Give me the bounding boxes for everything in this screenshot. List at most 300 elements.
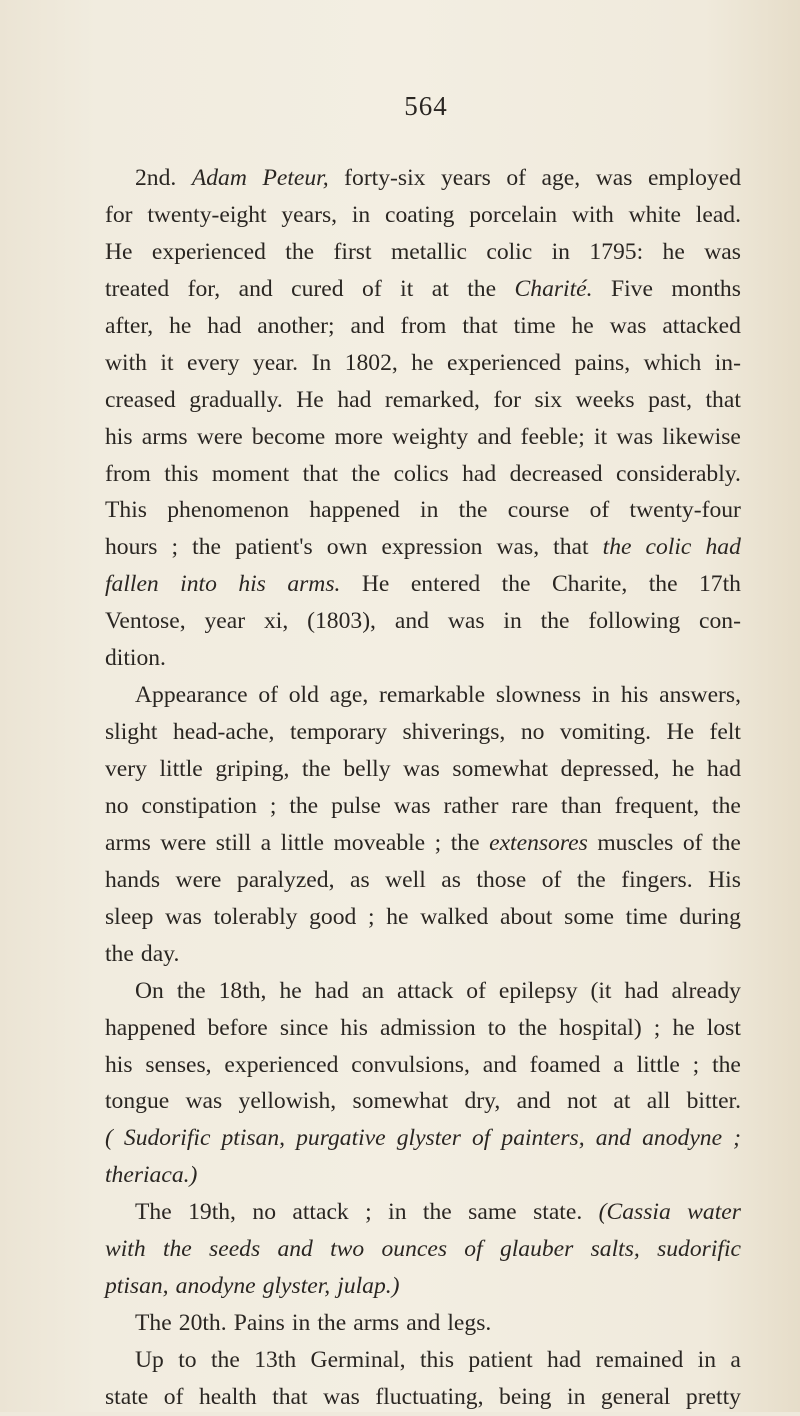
word: lead. <box>695 201 741 228</box>
word: with <box>571 201 614 228</box>
word: Germinal, <box>310 1347 406 1373</box>
word: 2nd. <box>135 165 177 191</box>
word: first <box>333 238 372 265</box>
word: the <box>712 829 741 856</box>
word: his <box>105 1051 133 1078</box>
word: the <box>317 1310 347 1337</box>
word: was <box>403 756 440 782</box>
word: this <box>164 460 199 487</box>
word: than <box>561 792 602 819</box>
word: foamed <box>529 1051 601 1078</box>
word: Peteur, <box>262 165 329 191</box>
word: it <box>594 423 608 450</box>
word: fluctuating, <box>375 1383 484 1410</box>
word: all <box>646 1088 671 1115</box>
word: time <box>625 903 668 930</box>
text-line <box>105 1047 741 1084</box>
word: coating <box>385 201 455 228</box>
word: metallic <box>390 238 467 265</box>
word: same <box>468 1199 517 1226</box>
word: expression <box>381 534 483 561</box>
word: gradually. <box>189 386 283 413</box>
word: of <box>506 165 526 191</box>
word: well <box>385 866 426 893</box>
word: and <box>394 608 429 635</box>
word: entered <box>410 571 481 598</box>
word: age, <box>541 165 581 191</box>
word: still <box>215 829 252 856</box>
word: colics <box>393 460 449 487</box>
word: in <box>420 497 439 524</box>
word: pains, <box>574 349 631 376</box>
word: in <box>591 682 611 709</box>
word: and <box>350 312 385 339</box>
word: glauber <box>499 1236 574 1263</box>
word: arms <box>353 1310 400 1337</box>
word: the <box>648 571 678 598</box>
word: the <box>602 534 632 561</box>
word: past, <box>648 386 692 413</box>
text-line <box>105 1120 741 1157</box>
word: six <box>534 386 563 413</box>
word: years <box>440 165 491 191</box>
word: more <box>334 423 383 450</box>
word: answers, <box>659 682 741 709</box>
word: of <box>682 829 703 856</box>
word: to <box>487 1014 507 1041</box>
word: temporary <box>289 719 387 746</box>
word: ; <box>171 534 179 561</box>
word: that <box>272 1383 308 1410</box>
word: from <box>400 312 447 339</box>
word: experienced <box>224 1051 339 1078</box>
word: ; <box>367 903 375 930</box>
word: he <box>672 1014 695 1041</box>
word: cured <box>291 275 344 302</box>
text-line <box>105 788 741 825</box>
word: and <box>238 275 273 302</box>
word: ( <box>105 1125 113 1152</box>
word: which <box>643 349 702 376</box>
word: admission <box>380 1014 476 1041</box>
word: weeks <box>575 386 635 413</box>
word: the <box>518 1014 548 1041</box>
word: remained <box>595 1347 684 1373</box>
text-line <box>105 456 741 493</box>
word: the <box>285 238 315 265</box>
word: year <box>204 608 246 635</box>
text-line <box>105 308 741 345</box>
word: shiverings, <box>402 719 506 746</box>
word: depressed, <box>560 756 660 782</box>
word: after, <box>105 312 154 339</box>
word: of <box>258 682 279 709</box>
text-line <box>105 936 741 973</box>
word: it <box>160 349 174 376</box>
word: white <box>628 201 681 228</box>
word: that <box>553 534 589 561</box>
word: two <box>330 1236 365 1263</box>
word: the <box>712 792 741 819</box>
word: were <box>175 866 222 893</box>
word: as <box>441 866 461 893</box>
word: lost <box>706 1014 741 1041</box>
word: state <box>105 1383 149 1410</box>
word: On <box>135 977 164 1004</box>
word: Sudorific <box>123 1125 211 1152</box>
word: xi, <box>264 608 289 635</box>
word: he <box>386 903 409 930</box>
word: year. <box>252 349 299 376</box>
text-line <box>105 899 741 936</box>
word: ; <box>692 1051 700 1078</box>
text-line <box>105 714 741 751</box>
word: had <box>624 977 659 1004</box>
word: for, <box>187 275 221 302</box>
word: was <box>323 1383 360 1410</box>
word: and <box>595 1125 632 1152</box>
word: and <box>277 1236 313 1263</box>
word: that <box>705 386 741 413</box>
text-line <box>105 419 741 456</box>
word: tongue <box>105 1088 170 1115</box>
word: salts, <box>590 1236 640 1263</box>
word: course <box>507 497 570 524</box>
word: an <box>361 977 385 1004</box>
word: likewise <box>662 423 741 450</box>
word: Appearance <box>135 682 248 709</box>
word: julap.) <box>337 1273 400 1300</box>
word: sleep <box>105 903 154 930</box>
word: the <box>540 608 570 635</box>
word: rather <box>443 792 499 819</box>
word: years, <box>281 201 338 228</box>
word: somewhat <box>352 1088 449 1115</box>
word: general <box>600 1383 671 1410</box>
text-line <box>105 234 741 271</box>
word: age, <box>329 682 369 709</box>
word: hours <box>105 534 158 561</box>
word: at <box>431 275 449 302</box>
word: experienced <box>447 349 561 376</box>
body-text <box>105 160 741 1416</box>
word: in <box>503 608 522 635</box>
word: paralyzed, <box>236 866 335 893</box>
word: the <box>162 1236 192 1263</box>
word: had <box>314 977 349 1004</box>
word: the <box>289 792 319 819</box>
word: 1795: <box>589 238 644 265</box>
word: patient's <box>235 534 313 561</box>
word: seeds <box>209 1236 261 1263</box>
word: was, <box>496 534 540 561</box>
word: in <box>388 1199 407 1226</box>
word: muscles <box>597 829 674 856</box>
word: bitter. <box>686 1088 741 1115</box>
word: of <box>471 1125 491 1152</box>
word: was <box>616 423 654 450</box>
word: of <box>589 497 610 524</box>
word: Up <box>135 1347 164 1373</box>
word: twenty-eight <box>147 201 267 228</box>
word: treated <box>105 275 170 302</box>
text-line <box>105 566 741 603</box>
word: phenomenon <box>167 497 290 524</box>
word: was <box>393 792 431 819</box>
word: the <box>467 275 497 302</box>
word: ptisan, <box>105 1273 169 1300</box>
word: walked <box>420 903 489 930</box>
word: he <box>571 312 594 339</box>
word: 19th, <box>188 1199 236 1226</box>
word: of <box>163 1383 184 1410</box>
word: little <box>636 1051 680 1078</box>
word: twenty-four <box>629 497 741 524</box>
word: attack <box>396 977 454 1004</box>
word: he <box>279 977 302 1004</box>
word: attack <box>292 1199 349 1226</box>
text-line <box>105 1083 741 1120</box>
word: was <box>609 312 647 339</box>
word: of <box>464 1236 483 1263</box>
word: He <box>666 719 695 746</box>
word: every <box>187 349 240 376</box>
word: employed <box>647 165 741 191</box>
word: dition. <box>105 645 166 672</box>
word: old <box>288 682 319 709</box>
word: ; <box>653 1014 661 1041</box>
word: the <box>351 460 381 487</box>
word: creased <box>105 386 176 413</box>
word: had <box>337 386 372 413</box>
word: attacked <box>662 312 741 339</box>
word: happened <box>309 497 400 524</box>
word: dry, <box>464 1088 501 1115</box>
word: from <box>105 460 151 487</box>
word: felt <box>709 719 741 746</box>
word: the <box>301 756 331 782</box>
word: moment <box>211 460 290 487</box>
word: The <box>135 1310 172 1337</box>
word: griping, <box>215 756 290 782</box>
word: was <box>595 165 633 191</box>
word: The <box>135 1199 172 1226</box>
word: at <box>613 1088 631 1115</box>
word: the <box>712 1051 741 1078</box>
word: of <box>466 977 486 1004</box>
word: in <box>351 201 371 228</box>
word: were <box>160 829 207 856</box>
word: arms. <box>287 571 341 598</box>
word: fallen <box>105 571 159 598</box>
word: the <box>176 977 206 1004</box>
word: the <box>192 534 221 561</box>
text-line <box>105 1157 741 1194</box>
word: he <box>169 312 192 339</box>
word: belly <box>343 756 391 782</box>
text-line <box>105 1268 741 1305</box>
word: anodyne <box>175 1273 256 1300</box>
word: had <box>462 460 497 487</box>
text-line <box>105 271 741 308</box>
word: feeble; <box>520 423 585 450</box>
word: painters, <box>501 1125 585 1152</box>
word: purgative <box>296 1125 386 1152</box>
word: good <box>309 903 357 930</box>
word: con- <box>699 608 741 635</box>
word: become <box>251 423 326 450</box>
text-line <box>105 862 741 899</box>
text-line <box>105 1010 741 1047</box>
word: a <box>730 1347 741 1373</box>
word: arms <box>105 829 151 856</box>
word: He <box>296 386 324 413</box>
word: during <box>679 903 741 930</box>
word: slowness <box>495 682 582 709</box>
word: was <box>447 608 485 635</box>
word: those <box>476 866 527 893</box>
word: for <box>105 201 133 228</box>
word: this <box>419 1347 455 1373</box>
word: was <box>165 903 202 930</box>
word: hands <box>105 866 161 893</box>
word: somewhat <box>452 756 549 782</box>
text-line <box>105 160 741 197</box>
word: happened <box>105 1014 196 1041</box>
word: the <box>450 829 480 856</box>
word: yellowish, <box>238 1088 337 1115</box>
text-line <box>105 529 741 566</box>
word: 20th. <box>178 1310 227 1337</box>
word: had <box>705 534 741 561</box>
text-line <box>105 197 741 234</box>
word: tolerably <box>213 903 298 930</box>
word: no <box>252 1199 276 1226</box>
word: convulsions, <box>351 1051 470 1078</box>
word: slight <box>105 719 158 746</box>
word: arms <box>141 423 188 450</box>
word: time <box>513 312 556 339</box>
word: were <box>196 423 243 450</box>
word: some <box>564 903 614 930</box>
word: the <box>210 1347 240 1373</box>
word: Charite, <box>551 571 628 598</box>
word: his <box>238 571 266 598</box>
word: of <box>362 275 382 302</box>
word: Ventose, <box>105 608 186 635</box>
word: head-ache, <box>172 719 275 746</box>
word: since <box>279 1014 329 1041</box>
text-line <box>105 345 741 382</box>
word: and <box>477 423 512 450</box>
word: water <box>687 1199 741 1226</box>
word: remarkable <box>378 682 486 709</box>
word: to <box>178 1347 197 1373</box>
word: in <box>551 238 570 265</box>
text-line <box>105 1305 741 1342</box>
word: Charité. <box>514 275 593 302</box>
text-line <box>105 973 741 1010</box>
word: rare <box>511 792 549 819</box>
word: another; <box>257 312 335 339</box>
word: months <box>671 275 741 302</box>
word: extensores <box>489 829 588 856</box>
word: experienced <box>151 238 266 265</box>
word: ; <box>269 792 277 819</box>
word: constipation <box>141 792 257 819</box>
word: ; <box>733 1125 741 1152</box>
word: little <box>159 756 203 782</box>
word: (it <box>590 977 612 1004</box>
word: no <box>105 792 129 819</box>
word: already <box>671 977 741 1004</box>
word: and <box>406 1310 441 1337</box>
word: health <box>199 1383 257 1410</box>
word: he <box>411 349 434 376</box>
text-line <box>105 1342 741 1379</box>
word: with <box>105 349 147 376</box>
word: had <box>207 312 242 339</box>
word: a <box>260 829 272 856</box>
text-line <box>105 603 741 640</box>
word: He <box>105 238 133 265</box>
word: ptisan, <box>221 1125 286 1152</box>
word: and <box>482 1051 517 1078</box>
word: senses, <box>145 1051 212 1078</box>
word: He <box>361 571 390 598</box>
word: (Cassia <box>598 1199 671 1226</box>
word: glyster, <box>262 1273 331 1300</box>
word: very <box>105 756 147 782</box>
word: being <box>499 1383 552 1410</box>
word: in <box>567 1383 586 1410</box>
word: fingers. <box>621 866 693 893</box>
word: porcelain <box>469 201 558 228</box>
word: the <box>105 940 134 967</box>
word: was <box>704 238 741 265</box>
word: and <box>516 1088 551 1115</box>
text-line <box>105 640 741 677</box>
word: (1803), <box>307 608 376 635</box>
word: 13th <box>254 1347 297 1373</box>
word: his <box>620 682 649 709</box>
word: epilepsy <box>498 977 578 1004</box>
word: in- <box>714 349 741 376</box>
word: 17th <box>698 571 741 598</box>
word: decreased <box>509 460 603 487</box>
word: of <box>541 866 562 893</box>
word: his <box>105 423 133 450</box>
word: Adam <box>191 165 247 191</box>
word: day. <box>140 940 180 967</box>
word: ; <box>365 1199 372 1226</box>
text-line <box>105 677 741 714</box>
word: vomiting. <box>559 719 652 746</box>
text-line <box>105 1231 741 1268</box>
word: 1802, <box>344 349 398 376</box>
text-line <box>105 492 741 529</box>
word: glyster <box>396 1125 461 1152</box>
word: own <box>326 534 368 561</box>
text-line <box>105 382 741 419</box>
word: In <box>311 349 332 376</box>
word: sudorific <box>657 1236 741 1263</box>
word: in <box>697 1347 717 1373</box>
word: the <box>501 571 531 598</box>
word: ounces <box>381 1236 448 1263</box>
word: pulse <box>331 792 381 819</box>
word: he <box>662 238 685 265</box>
